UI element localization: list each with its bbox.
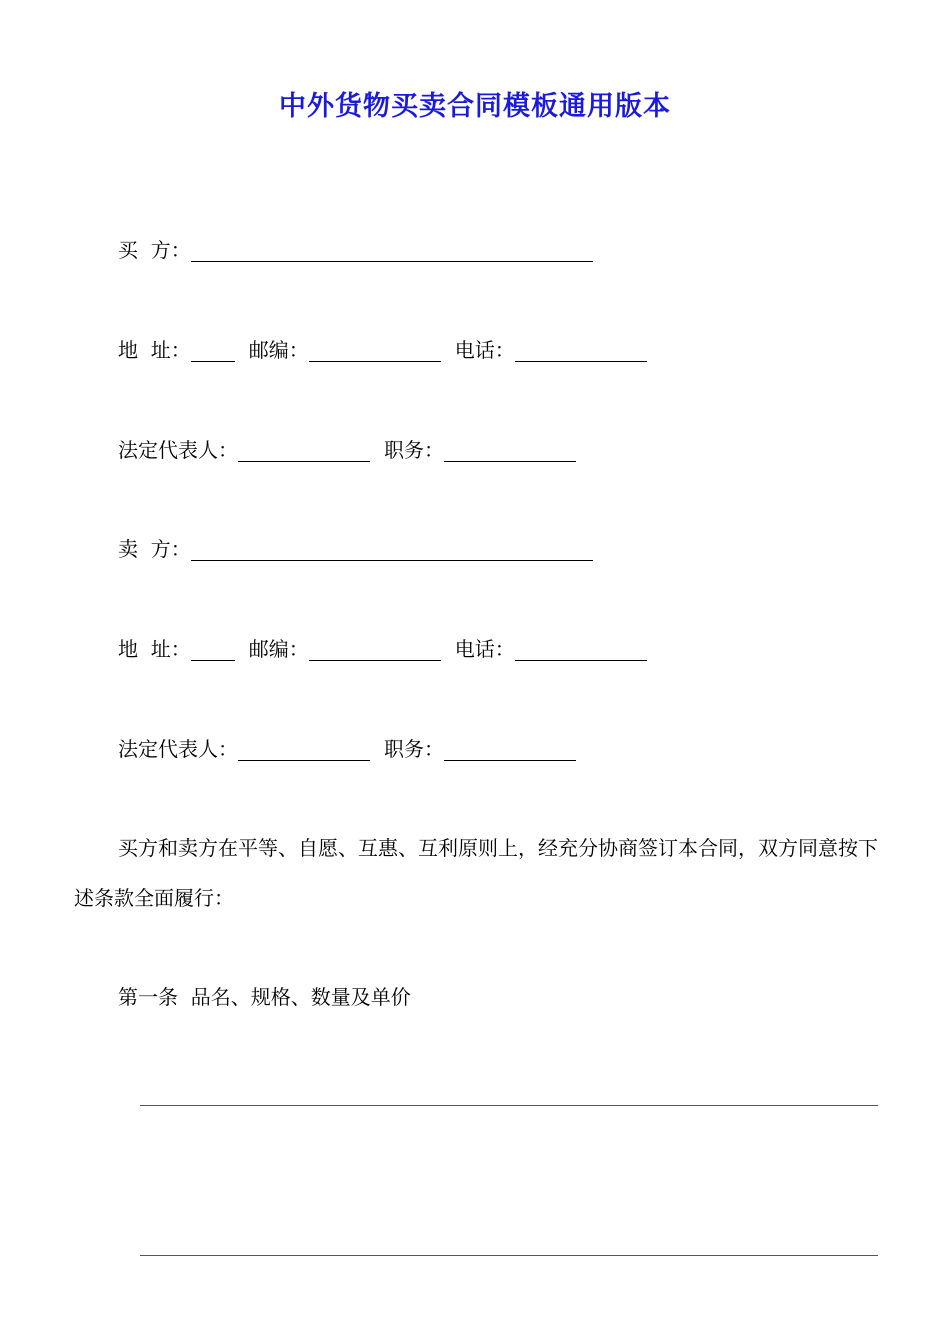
seller-line [118,537,593,561]
buyer-rep-field[interactable] [238,443,370,462]
article-1-blank-line[interactable] [140,1105,878,1106]
seller-rep-field[interactable] [238,742,370,761]
seller-rep-line [118,737,576,761]
buyer-phone-label: 电话： [454,338,515,362]
seller-position-field[interactable] [444,742,576,761]
seller-phone-label: 电话： [454,637,515,661]
buyer-line [118,238,593,262]
seller-address-line [118,637,647,661]
buyer-address-field[interactable] [191,343,235,362]
buyer-label: 买 方： [118,238,191,262]
buyer-position-label: 职务： [384,438,444,462]
buyer-name-field[interactable] [191,243,593,262]
seller-postcode-field[interactable] [309,642,441,661]
buyer-phone-field[interactable] [515,343,647,362]
seller-phone-field[interactable] [515,642,647,661]
article-1-heading [118,985,411,1009]
buyer-address-line [118,338,647,362]
buyer-rep-label: 法定代表人： [118,438,238,462]
seller-position-label: 职务： [384,737,444,761]
article-1-title: 第一条 品名、规格、数量及单价 [118,985,411,1009]
buyer-postcode-field[interactable] [309,343,441,362]
seller-label: 卖 方： [118,537,191,561]
seller-address-field[interactable] [191,642,235,661]
article-1-blank-line[interactable] [140,1255,878,1256]
buyer-address-label: 地 址： [118,338,191,362]
seller-postcode-label: 邮编： [248,637,309,661]
buyer-postcode-label: 邮编： [248,338,309,362]
seller-address-label: 地 址： [118,637,191,661]
buyer-position-field[interactable] [444,443,576,462]
buyer-rep-line [118,438,576,462]
intro-paragraph: 买方和卖方在平等、自愿、互惠、互利原则上，经充分协商签订本合同，双方同意按下述条款全面履行： [74,836,878,910]
seller-name-field[interactable] [191,542,593,561]
seller-rep-label: 法定代表人： [118,737,238,761]
document-title: 中外货物买卖合同模板通用版本 [279,91,671,122]
